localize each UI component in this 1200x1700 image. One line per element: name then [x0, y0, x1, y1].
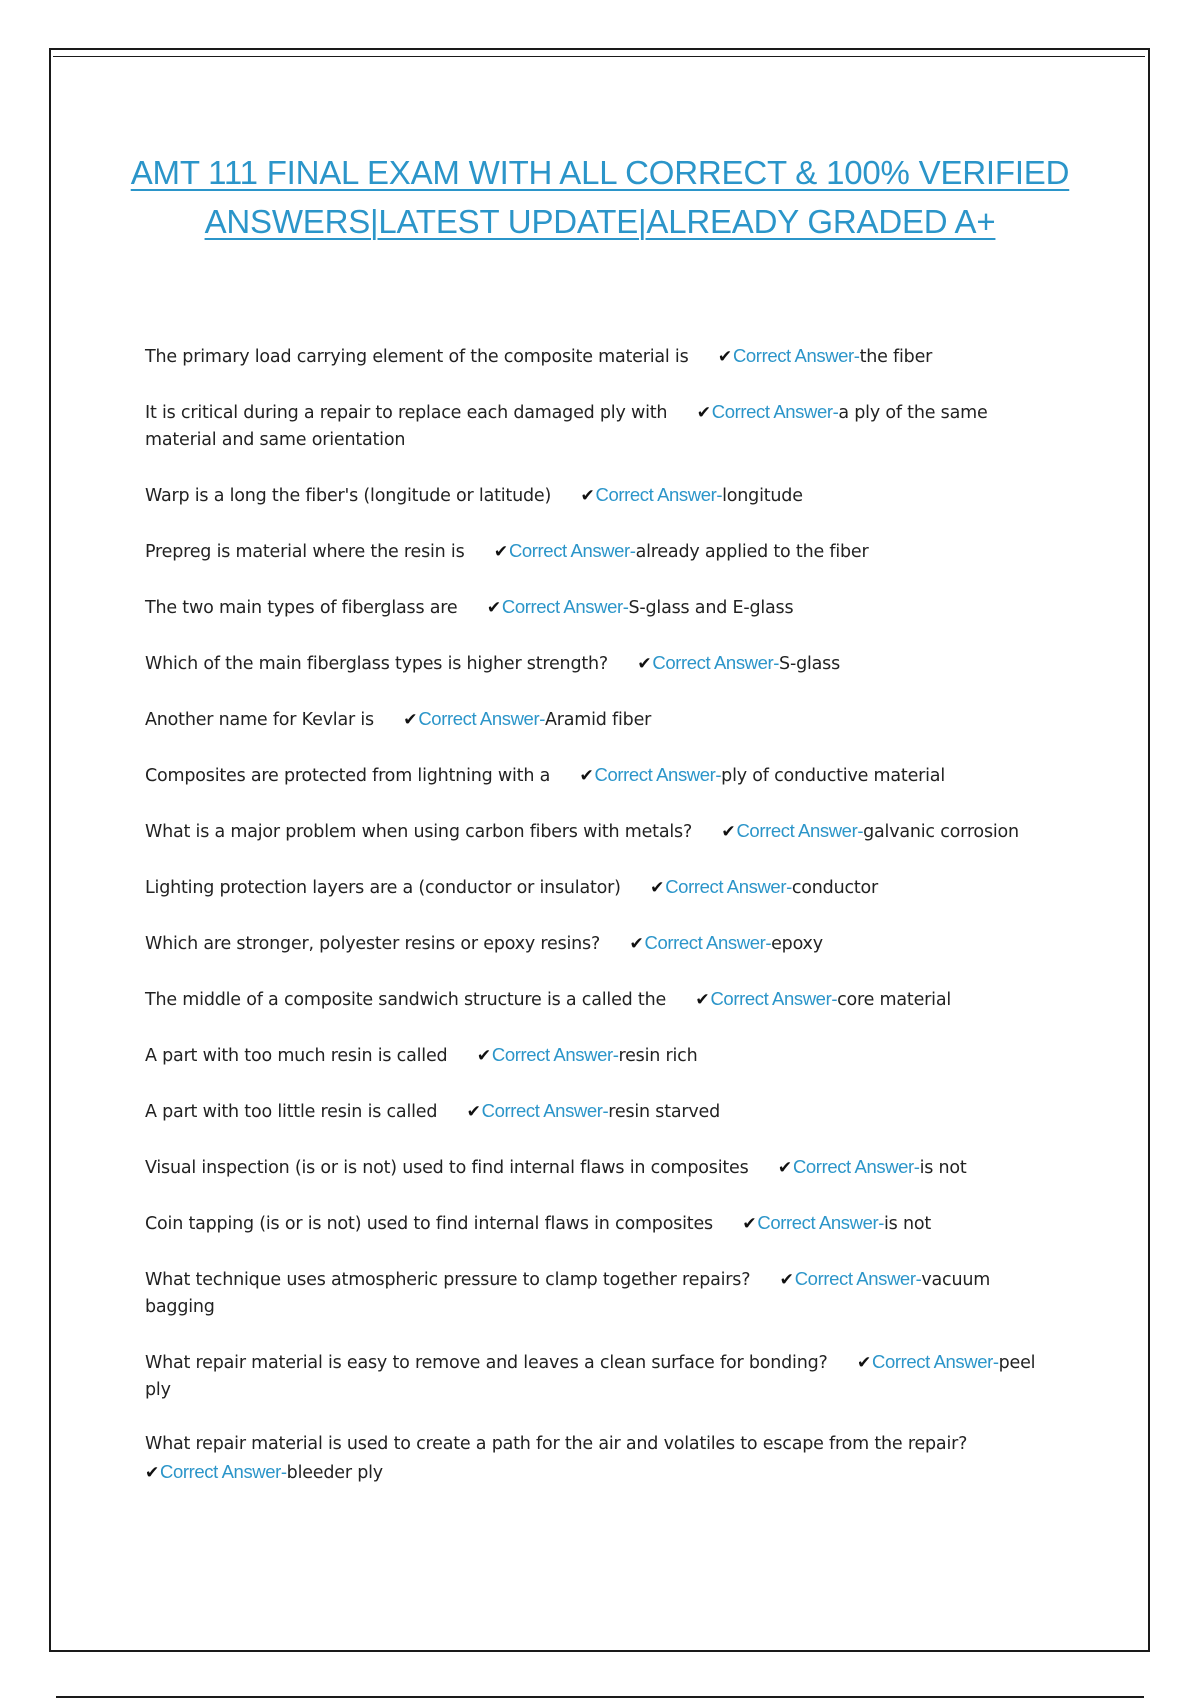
- correct-answer-label: Correct Answer-: [595, 484, 723, 505]
- checkmark-icon: ✔: [696, 403, 711, 423]
- question-text: What repair material is used to create a path for the air and volatiles to escape from the repair?: [145, 1434, 968, 1454]
- qa-item: [145, 817, 1045, 846]
- qa-item: [145, 1265, 1045, 1321]
- answer-text: S-glass and E-glass: [628, 598, 794, 618]
- checkmark-icon: ✔: [777, 1158, 792, 1178]
- question-text: Composites are protected from lightning with a: [145, 766, 551, 786]
- answer-text: vacuum bagging: [145, 1270, 991, 1317]
- checkmark-icon: ✔: [493, 542, 508, 562]
- answer-text: resin rich: [618, 1046, 698, 1066]
- checkmark-icon: ✔: [721, 822, 736, 842]
- qa-item: [145, 537, 1045, 566]
- correct-answer-label: Correct Answer-: [757, 1212, 884, 1233]
- question-text: Lighting protection layers are a (conductor or insulator): [145, 878, 621, 898]
- document-title: AMT 111 FINAL EXAM WITH ALL CORRECT & 100% VERIFIED ANSWERS|LATEST UPDATE|ALREADY GRADED A+: [130, 154, 1070, 240]
- checkmark-icon: ✔: [629, 934, 644, 954]
- correct-answer-label: Correct Answer-: [872, 1351, 999, 1372]
- answer-text: S-glass: [779, 654, 840, 674]
- qa-item: [145, 1209, 1045, 1238]
- answer-text: longitude: [722, 486, 803, 506]
- qa-item: [145, 649, 1045, 678]
- correct-answer-label: Correct Answer-: [794, 1268, 922, 1289]
- qa-item: [145, 481, 1045, 510]
- correct-answer-label: Correct Answer-: [418, 708, 545, 729]
- correct-answer-label: Correct Answer-: [644, 932, 772, 953]
- answer-text: core material: [837, 990, 952, 1010]
- checkmark-icon: ✔: [476, 1046, 491, 1066]
- checkmark-icon: ✔: [742, 1214, 757, 1234]
- correct-answer-label: Correct Answer-: [594, 764, 722, 785]
- correct-answer-label: Correct Answer-: [665, 876, 792, 897]
- checkmark-icon: ✔: [695, 990, 710, 1010]
- answer-text: a ply of the same material and same orientation: [145, 403, 988, 450]
- qa-item: [145, 342, 1045, 371]
- checkmark-icon: ✔: [403, 710, 418, 730]
- correct-answer-label: Correct Answer-: [508, 540, 636, 561]
- qa-item: [145, 1153, 1045, 1182]
- correct-answer-label: Correct Answer-: [732, 345, 860, 366]
- checkmark-icon: ✔: [856, 1353, 872, 1373]
- answer-text: already applied to the fiber: [635, 542, 869, 562]
- answer-text: the fiber: [859, 347, 933, 367]
- checkmark-icon: ✔: [466, 1102, 481, 1122]
- correct-answer-label: Correct Answer-: [736, 820, 864, 841]
- question-text: Which of the main fiberglass types is higher strength?: [145, 654, 608, 674]
- checkmark-icon: ✔: [580, 486, 595, 506]
- question-text: The two main types of fiberglass are: [145, 598, 458, 618]
- qa-item: [145, 985, 1045, 1014]
- question-text: What repair material is easy to remove and leaves a clean surface for bonding?: [145, 1353, 828, 1373]
- answer-text: is not: [919, 1158, 967, 1178]
- page-border-inner-rule: [53, 56, 1145, 57]
- question-answer-list: [145, 342, 1045, 1514]
- answer-text: Aramid fiber: [544, 710, 652, 730]
- question-text: Warp is a long the fiber's (longitude or latitude): [145, 486, 552, 506]
- checkmark-icon: ✔: [650, 878, 665, 898]
- qa-item: [145, 761, 1045, 790]
- checkmark-icon: ✔: [637, 654, 652, 674]
- checkmark-icon: ✔: [579, 766, 594, 786]
- qa-item: [145, 1348, 1045, 1404]
- qa-item: [145, 1097, 1045, 1126]
- checkmark-icon: ✔: [779, 1270, 794, 1290]
- correct-answer-label: Correct Answer-: [501, 596, 629, 617]
- correct-answer-label: Correct Answer-: [652, 652, 780, 673]
- answer-text: ply of conductive material: [721, 766, 945, 786]
- correct-answer-label: Correct Answer-: [481, 1100, 609, 1121]
- correct-answer-label: Correct Answer-: [160, 1461, 287, 1482]
- question-text: What technique uses atmospheric pressure to clamp together repairs?: [145, 1270, 751, 1290]
- qa-item: [145, 1041, 1045, 1070]
- checkmark-icon: ✔: [717, 347, 732, 367]
- checkmark-icon: ✔: [145, 1463, 160, 1483]
- correct-answer-label: Correct Answer-: [491, 1044, 619, 1065]
- answer-text: conductor: [791, 878, 879, 898]
- question-text: Prepreg is material where the resin is: [145, 542, 465, 562]
- question-text: Which are stronger, polyester resins or epoxy resins?: [145, 934, 601, 954]
- checkmark-icon: ✔: [486, 598, 501, 618]
- qa-item: [145, 398, 1045, 454]
- correct-answer-label: Correct Answer-: [792, 1156, 920, 1177]
- answer-text: peel ply: [145, 1353, 1036, 1400]
- answer-text: epoxy: [771, 934, 823, 954]
- answer-text: is not: [884, 1214, 932, 1234]
- answer-text: resin starved: [608, 1102, 721, 1122]
- qa-item: [145, 705, 1045, 734]
- question-text: It is critical during a repair to replace each damaged ply with: [145, 403, 668, 423]
- qa-item: [145, 929, 1045, 958]
- qa-item: [145, 1431, 1045, 1487]
- question-text: Another name for Kevlar is: [145, 710, 374, 730]
- question-text: A part with too little resin is called: [145, 1102, 438, 1122]
- correct-answer-label: Correct Answer-: [711, 401, 839, 422]
- footer-rule: [56, 1696, 1144, 1698]
- question-text: Coin tapping (is or is not) used to find internal flaws in composites: [145, 1214, 713, 1234]
- question-text: The primary load carrying element of the composite material is: [145, 347, 689, 367]
- question-text: The middle of a composite sandwich structure is a called the: [145, 990, 667, 1010]
- answer-text: bleeder ply: [286, 1463, 383, 1483]
- qa-item: [145, 873, 1045, 902]
- question-text: A part with too much resin is called: [145, 1046, 448, 1066]
- question-text: What is a major problem when using carbon fibers with metals?: [145, 822, 693, 842]
- correct-answer-label: Correct Answer-: [710, 988, 838, 1009]
- question-text: Visual inspection (is or is not) used to find internal flaws in composites: [145, 1158, 749, 1178]
- answer-text: galvanic corrosion: [863, 822, 1019, 842]
- qa-item: [145, 593, 1045, 622]
